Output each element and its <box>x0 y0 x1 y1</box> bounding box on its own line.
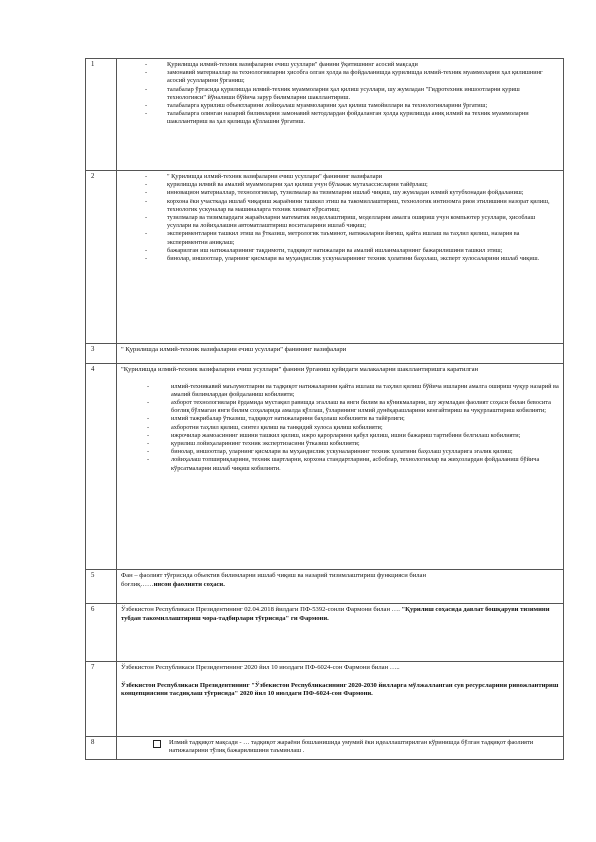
table-row <box>86 364 564 570</box>
list-item: - қурилиш лойиҳаларининг техник экспертизасини ўтказиш кобилияти; <box>121 440 559 448</box>
row-number: 5 <box>86 570 117 604</box>
decree-title: Ўзбекистон Республикаси Президентининг "Ўзбекистон Республикасининг 2020-2030 йилларга мўлжалланган сув ресурсларини ривожлантириш концепциясини тасдиқлаш тўғрисида" 2020 йил 10 июлдаги ПФ-6024-сон Фармони. <box>121 681 559 698</box>
list-item: - илмий-техникавий маълумотларни ва тадқиқот натижаларини қайта ишлаш ва таҳлил қилиш бўйича ишларни амалга ошириш чуқур назарий ва амалий билимлардан фойдаланиш кобилияти; <box>121 383 559 399</box>
list-item: - тузилмалар ва тизимлардаги жараёнларни математик моделлаштириш, моделларни амалга ошириш учун компьютер усуллари, ҳисоблаш усуллари ва лойиҳалашни автоматлаштириш воситаларини ишлаб чиқиш; <box>121 214 559 230</box>
row-text-prefix: боғлиқ…… <box>121 580 154 588</box>
list-item: - илмий тажрибалар ўтказиш, тадқиқот натижаларини баҳолаш кобилияти ва тайёрлиги; <box>121 415 559 423</box>
list-item: - ахборотни таҳлил қилиш, синтез қилиш ва танқидий хулоса қилиш кобилияти; <box>121 424 559 432</box>
row-content <box>117 604 564 662</box>
row-number: 2 <box>86 171 117 344</box>
row-content <box>117 344 564 364</box>
list-item: - ахборот технологиялари ёрдамида мустақил равишда эгаллаш ва янги билим ва кўникмаларни, шу жумладан фаолият соҳаси билан бевосита боғлиқ бўлмаган янги билим соҳаларида амалда қўллаш, ўзларининг илмий дунёқарашларини кенгайтириш ва чуқурлаштириш кобилияти; <box>121 399 559 415</box>
list-item: - лойиҳалаш топшириқларини, техник шартларни, корхона стандартларини, асбоблар, технологиялар ва жиҳозлардан фойдаланиш бўйича кўрсатмаларни ишлаб чиқиш кобилияти. <box>121 456 559 472</box>
row-content <box>117 171 564 344</box>
row-content <box>117 59 564 171</box>
list-item: - бинолар, иншоотлар, уларнинг қисмлари ва муҳандислик ускуналарининг техник ҳолатини баҳолаш усулларига эгалик қилиш; <box>121 448 559 456</box>
bullet-list <box>121 173 559 263</box>
decree-title: "Қурилиш соҳасида давлат бошқаруви тизимини тубдан такомиллаштириш чора-тадбирлари тўғрисида" <box>121 606 550 622</box>
row-text-bold: инсон фаолияти соҳаси. <box>153 580 225 588</box>
row-content <box>117 662 564 737</box>
row-text: Илмий тадқиқот мақсади - … тадқиқот жараёни бошланишида умумий ёки идеаллаштирилган кўринишда бўлган тадқиқот фаолияти натижаларини тўлиқ бажарилишини таъминлаш . <box>169 739 534 755</box>
row-number: 8 <box>86 737 117 760</box>
checkbox-item <box>121 739 559 756</box>
list-item: - Қурилишда илмий-техник вазифаларни ечиш усуллари" фанини ўқитишнинг асосий мақсади <box>121 61 559 69</box>
table-row <box>86 570 564 604</box>
list-item: - талабаларга қурилиш объектларини лойиҳалаш муаммоларини ҳал қилиш тамойиллари ва технологияларини ўргатиш; <box>121 102 559 110</box>
row-content <box>117 737 564 760</box>
row-text-line2 <box>121 581 559 590</box>
list-item: - талабалар ўртасида қурилишда илмий-техник муаммоларни ҳал қилиш усуллари, шу жумладан "Гидротехник иншоотларни қуриш технологияси" йўналиши бўйича зарур билимларни шакллантириш. <box>121 86 559 102</box>
row-text-suffix: ги Фармони. <box>289 614 329 622</box>
table-row <box>86 59 564 171</box>
row-text: Ўзбекистон Республикаси Президентининг 2020 йил 10 июлдаги ПФ-6024-сон Фармони билан ….. <box>121 664 400 671</box>
row-intro: "Қурилишда илмий-техник вазифаларни ечиш усуллари" фанини ўрганиш қуйидаги малакаларни шакллантиришга каратилган <box>121 366 479 373</box>
table-row <box>86 344 564 364</box>
row-text <box>121 606 559 623</box>
row-number: 7 <box>86 662 117 737</box>
list-item: - бажарилган иш натижаларининг тақдимоти, тадқиқот натижалари ва амалий ишланмаларнинг бажарилишини ташкил этиш; <box>121 247 559 255</box>
list-item: - инновацион материаллар, технологиялар, тузилмалар ва тизимларни ишлаб чиқиш, шу жумладан илмий кутубхонадан фойдаланиш; <box>121 189 559 197</box>
row-text-prefix: Ўзбекистон Республикаси Президентининг 02.04.2018 йилдаги ПФ-5392-сонли Фармони билан …. <box>121 606 402 613</box>
row-text: Фан – фаолият тўғрисида объектив билимларни ишлаб чиқиш ва назарий тизимлаштириш функцияси билан <box>121 572 427 579</box>
list-item: - экспериментларни ташкил этиш ва ўтказиш, метрологик таъминот, натижаларни йиғиш, қайта ишлаш ва таҳлил қилиш, назария ва экспериментни аниқлаш; <box>121 230 559 246</box>
table-row <box>86 737 564 760</box>
table-row <box>86 662 564 737</box>
list-item: - қурилишда илмий ва амалий муаммоларни ҳал қилиш учун бўлажак мутахассисларни тайёрлаш; <box>121 181 559 189</box>
row-number: 6 <box>86 604 117 662</box>
list-item: - талабаларга олинган назарий билимларни замонавий методлардан фойдаланган ҳолда қурилишда аниқ илмий ва техник муаммоларни шакллантириш ва ҳал қилишда қўллашни ўргатиш. <box>121 110 559 126</box>
list-item: - бинолар, иншоотлар, уларнинг қисмлари ва муҳандислик ускуналарининг техник ҳолатини баҳолаш, эксперт хулосаларини ишлаб чиқиш. <box>121 255 559 263</box>
tasks-table <box>85 58 564 760</box>
list-item: - замонавий материаллар ва технологияларни ҳисобга олган ҳолда ва фойдаланишда қурилишда илмий-техник муаммоларни ҳал қилишнинг асосий усулларини ўрганиш; <box>121 69 559 85</box>
row-number: 3 <box>86 344 117 364</box>
list-item: - корхона ёки участкада ишлаб чиқариш жараёнини ташкил этиш ва такомиллаштириш, технологик интизомга риоя этилишини назорат қилиш, технологик ускуналар ва машиналарга техник хизмат кўрсатиш; <box>121 198 559 214</box>
table-row <box>86 604 564 662</box>
row-number: 1 <box>86 59 117 171</box>
row-content <box>117 364 564 570</box>
row-text: " Қурилишда илмий-техник вазифаларни ечиш усуллари" фанининг вазифалари <box>121 346 347 353</box>
list-item: - ижрочилар жамоасининг ишини ташкил қилиш, ижро қарорларини қабул қилиш, ишни бажариш тартибини белгилаш кобилияти; <box>121 432 559 440</box>
list-item: - " Қурилишда илмий-техник вазифаларни ечиш усуллари" фанининг вазифалари <box>121 173 559 181</box>
table-row <box>86 171 564 344</box>
checkbox-bullet-icon <box>153 740 161 748</box>
row-content <box>117 570 564 604</box>
bullet-list <box>121 61 559 127</box>
row-number: 4 <box>86 364 117 570</box>
bullet-list <box>121 383 559 473</box>
